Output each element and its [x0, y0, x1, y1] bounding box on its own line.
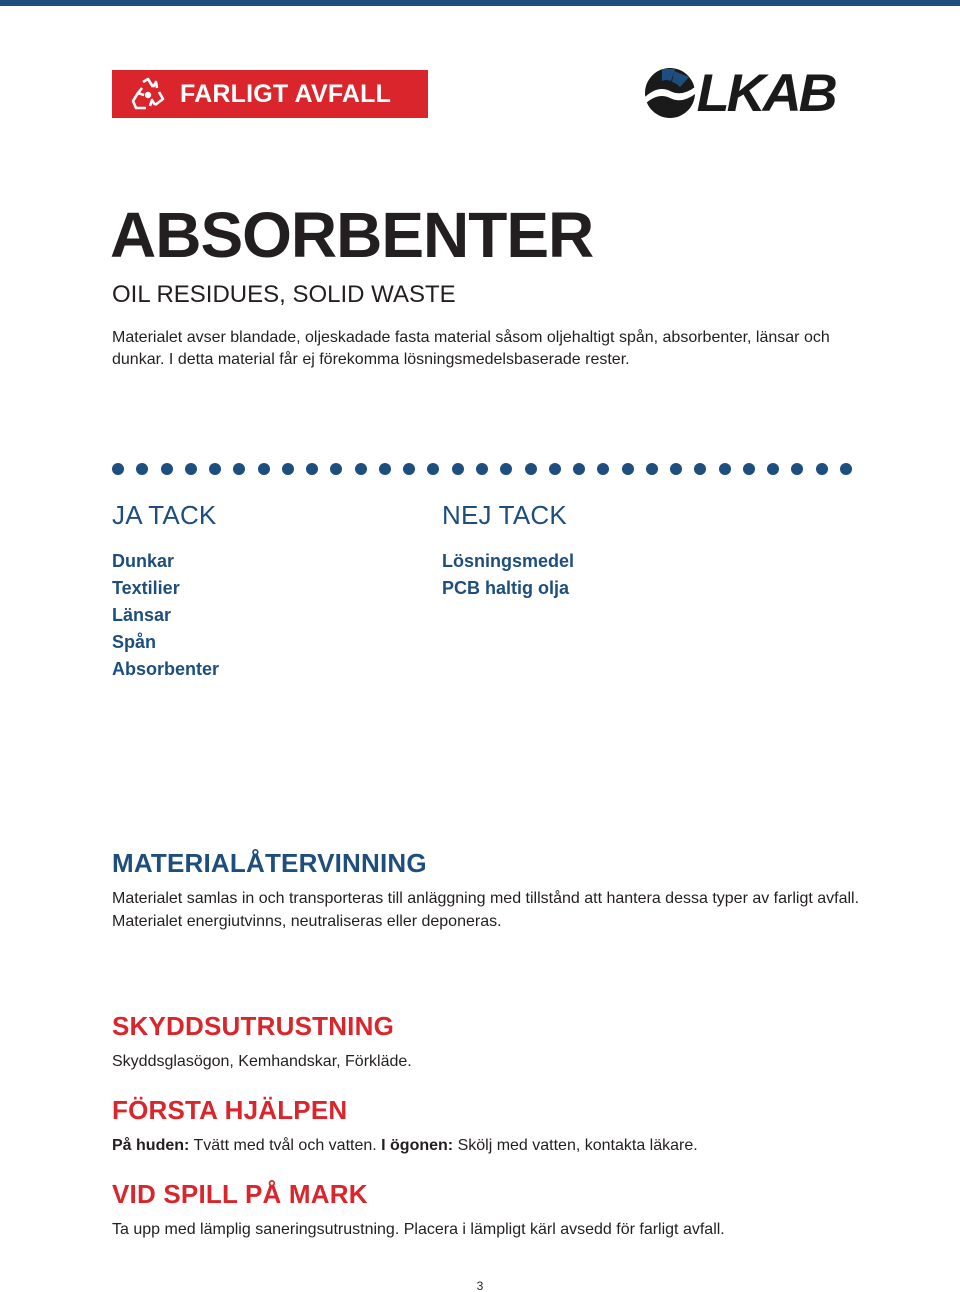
badge-label: FARLIGT AVFALL	[180, 79, 392, 108]
skin-label: På huden:	[112, 1137, 190, 1154]
dotted-divider	[112, 463, 852, 475]
list-item: Dunkar	[112, 551, 175, 571]
page-subtitle: OIL RESIDUES, SOLID WASTE	[112, 281, 456, 308]
materialatervinning-body: Materialet samlas in och transporteras till anläggning med tillstånd att hantera dessa typer av farligt avfall. Materialet energiutvinns, neutraliseras eller deponeras.	[112, 890, 860, 930]
list-item: PCB haltig olja	[442, 578, 570, 598]
list-item: Absorbenter	[112, 659, 220, 679]
materialatervinning-section	[112, 848, 862, 933]
hazard-badge	[112, 70, 428, 118]
materialatervinning-heading: MATERIALÅTERVINNING	[112, 848, 427, 878]
nej-tack-column	[442, 500, 574, 602]
logo-wordmark: LKAB	[696, 63, 835, 123]
list-item: Länsar	[112, 605, 172, 625]
eyes-label: I ögonen:	[381, 1137, 454, 1154]
forsta-hjalpen-section	[112, 1095, 698, 1157]
vid-spill-section	[112, 1179, 725, 1241]
nej-tack-list	[442, 548, 574, 602]
forsta-hjalpen-body	[112, 1134, 698, 1157]
list-item: Textilier	[112, 578, 180, 598]
skyddsutrustning-body: Skyddsglasögon, Kemhandskar, Förkläde.	[112, 1053, 412, 1070]
ja-tack-heading: JA TACK	[112, 500, 217, 530]
ja-tack-list	[112, 548, 219, 683]
list-item: Spån	[112, 632, 157, 652]
lkab-mountain-icon	[644, 67, 696, 119]
forsta-hjalpen-heading: FÖRSTA HJÄLPEN	[112, 1095, 348, 1125]
page-number: 3	[476, 1279, 484, 1292]
intro-paragraph: Materialet avser blandade, oljeskadade fasta material såsom oljehaltigt spån, absorbenter, länsar och dunkar. I detta material får ej förekomma lösningsmedelsbaserade rester.	[112, 329, 830, 368]
nej-tack-heading: NEJ TACK	[442, 500, 567, 530]
skin-text: Tvätt med tvål och vatten.	[189, 1137, 382, 1154]
lkab-logo	[644, 63, 854, 123]
page-title: ABSORBENTER	[110, 199, 594, 271]
skyddsutrustning-heading: SKYDDSUTRUSTNING	[112, 1011, 394, 1041]
list-item: Lösningsmedel	[442, 551, 575, 571]
skyddsutrustning-section	[112, 1011, 412, 1073]
top-accent-bar	[0, 0, 960, 6]
eyes-text: Skölj med vatten, kontakta läkare.	[453, 1137, 698, 1154]
vid-spill-heading: VID SPILL PÅ MARK	[112, 1179, 368, 1209]
recycle-hazard-icon	[128, 74, 168, 114]
vid-spill-body: Ta upp med lämplig saneringsutrustning. Placera i lämpligt kärl avsedd för farligt avfall.	[112, 1221, 725, 1238]
ja-tack-column	[112, 500, 219, 683]
